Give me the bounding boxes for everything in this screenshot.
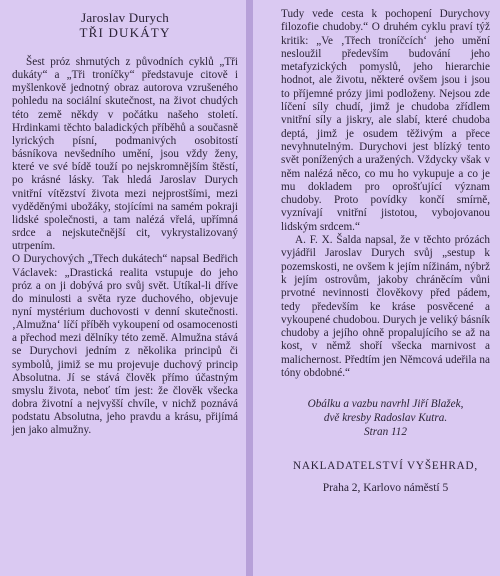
publisher-name: NAKLADATELSTVÍ VYŠEHRAD,	[293, 460, 478, 473]
credits-line: Obálku a vazbu navrhl Jiří Blažek,	[307, 398, 464, 411]
left-flap	[0, 0, 246, 576]
blurb-paragraph: A. F. X. Šalda napsal, že v těchto prózách vyjádřil Jaroslav Durych svůj „sestup k pozemskosti, ne ovšem k jejím nížinám, nýbrž k jejím ostrovům, jakoby chráněcím vůni prvotné nevinnosti člověkovy před pádem, tedy především ke kráse posvěcené a vykoupené chudobou. Durych je veliký básník chudoby a jejího ohně propalujícího se až na kost, v němž shoří všecka marnivost a malichernost. Předtím jen Němcová udeřila na tóny obdobné.“	[281, 234, 490, 380]
design-credits	[281, 398, 490, 439]
publisher-address: Praha 2, Karlovo náměstí 5	[322, 482, 449, 495]
blurb-paragraph: O Durychových „Třech dukátech“ napsal Bedřich Václavek: „Drastická realita vstupuje do jeho próz a on ji dobývá pro svůj svět. Utíkal-li dříve do minulosti a světa ryze duchového, objevuje nyní mystérium duchovosti v denní skutečnosti. ‚Almužna‘ líčí příběh vykoupení od osamocenosti a přechod mezi dělníky této země. Almužna stává se Durychovi jedním z několika principů či symbolů, jimiž se mu projevuje duchový princip Absolutna. Jí se stává člověk přímo účastným smyslu života, neboť tím jest: že člověk všecka dobra životní a nejvyšší chvíle, v nichž poznává podstatu Absolutna, jeho pravdu a krásu, přijímá jen jako almužny.	[12, 253, 238, 437]
blurb-paragraph: Šest próz shrnutých z původních cyklů „Tři dukáty“ a „Tři troníčky“ představuje citově i myšlenkově jednotný obraz autorova vzrušeného pohledu na sociální skutečnost, na život chudých této země někdy v počátku našeho století. Hrdinkami těchto baladických příběhů a současně lyrických písní, podmanivých osobitostí básníkova nevšedního umění, jsou vždy ženy, které ve své bídě touží po nejskromnějším štěstí, po krásné lásky. Tak hledá Jaroslav Durych vnitřní vítězství života mezi nejprostšími, mezi vyděděnými ubožáky, stojícími na samém pokraji lidské společnosti, a tam nalézá vřelá, upřímná srdce a nejskutečnější cit, vykrystalizovaný utrpením.	[12, 56, 238, 253]
flap-fold	[246, 0, 253, 576]
right-flap	[253, 0, 500, 576]
book-title: TŘI DUKÁTY	[79, 25, 171, 40]
book-header	[12, 10, 238, 40]
page-count: Stran 112	[364, 425, 407, 438]
author-name: Jaroslav Durych	[81, 10, 169, 25]
blurb-paragraph: Tudy vede cesta k pochopení Durychovy filozofie chudoby.“ O druhém cyklu praví týž kritik: „Ve ‚Třech troníčcích‘ jeho umění nesloužil především budování jeho metafyzických pomyslů, jeho hierarchie hodnot, ale životu, některé ovšem jsou i jsou to příjemné prózy jimi podloženy. Nejsou zde líčení síly chudí, jimž je chudoba zřídlem vnitřní síly a jiskry, ale slabí, které chudoba deptá, jimž je osudem těživým a přece nevyhnutelným. Durychovi jest blízký tento svět ponížených a uražených. Vždycky však v něm nalézá něco, co mu ho vykupuje a co je mu dokladem pro oprošťující význam chudoby. Proto povídky končí smírně, vyznívají vnitřní jistotou, vybojovanou lidským srdcem.“	[281, 8, 490, 233]
credits-line: dvě kresby Radoslav Kutra.	[323, 411, 448, 424]
